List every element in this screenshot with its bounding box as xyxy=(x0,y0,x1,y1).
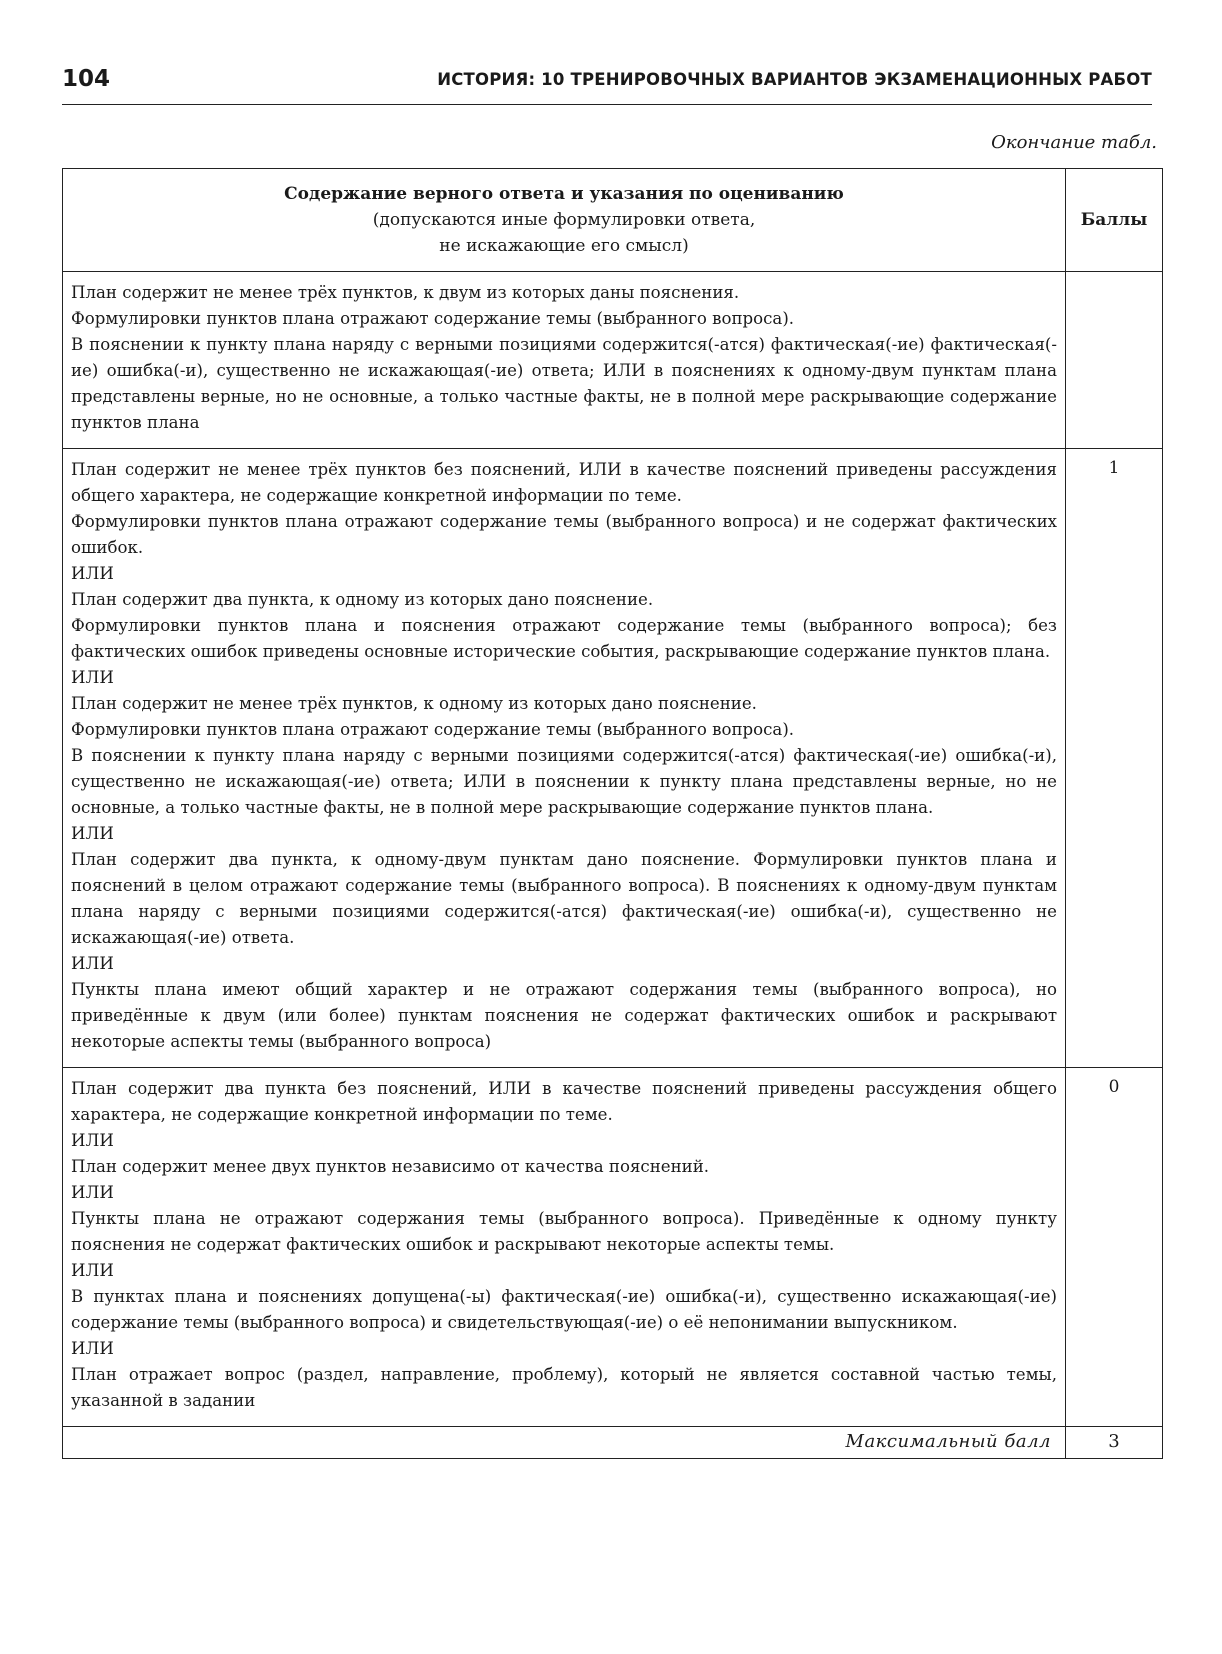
criteria-paragraph: Формулировки пунктов плана отражают содержание темы (выбранного вопроса). xyxy=(71,720,795,739)
criteria-cell xyxy=(63,1068,1066,1427)
criteria-paragraph: ИЛИ xyxy=(71,668,114,687)
criteria-cell xyxy=(63,272,1066,449)
criteria-paragraph: План отражает вопрос (раздел, направление, проблему), который не является составной частью темы, указанной в задании xyxy=(71,1365,1057,1410)
criteria-paragraph: План содержит два пункта, к одному-двум пунктам дано пояснение. Формулировки пунктов плана и пояснений в целом отражают содержание темы (выбранного вопроса). В пояснениях к одному-двум пунктам плана наряду с верными позициями содержится(-атся) фактическая(-ие) ошибка(-и), существенно не искажающая(-ие) ответа. xyxy=(71,850,1057,947)
criteria-paragraph: Пункты плана не отражают содержания темы (выбранного вопроса). Приведённые к одному пункту пояснения не содержат фактических ошибок и раскрывают некоторые аспекты темы. xyxy=(71,1209,1057,1254)
criteria-paragraph: ИЛИ xyxy=(71,824,114,843)
max-score-row xyxy=(63,1427,1163,1459)
criteria-paragraph: ИЛИ xyxy=(71,1183,114,1202)
criteria-paragraph: План содержит не менее трёх пунктов, к одному из которых дано пояснение. xyxy=(71,694,757,713)
criteria-paragraph: План содержит не менее трёх пунктов, к двум из которых даны пояснения. xyxy=(71,283,740,302)
header-points-cell: Баллы xyxy=(1066,169,1163,272)
criteria-paragraph: Формулировки пунктов плана отражают содержание темы (выбранного вопроса). xyxy=(71,309,795,328)
criteria-paragraph: В пояснении к пункту плана наряду с верными позициями содержится(-атся) фактическая(-ие) фактическая(-ие) ошибка(-и), существенно не искажающая(-ие) ответа; ИЛИ в пояснениях к одному-двум пунктам плана представлены верные, но не основные, а только частные факты, не в полной мере раскрывающие содержание пунктов плана xyxy=(71,335,1057,432)
criteria-paragraph: ИЛИ xyxy=(71,1339,114,1358)
table-header-row xyxy=(63,169,1163,272)
running-title: ИСТОРИЯ: 10 ТРЕНИРОВОЧНЫХ ВАРИАНТОВ ЭКЗАМЕНАЦИОННЫХ РАБОТ xyxy=(437,70,1152,89)
points-cell: 1 xyxy=(1066,449,1163,1068)
page-header xyxy=(62,60,1152,105)
criteria-paragraph: ИЛИ xyxy=(71,1131,114,1150)
criteria-paragraph: Формулировки пунктов плана отражают содержание темы (выбранного вопроса) и не содержат фактических ошибок. xyxy=(71,512,1057,557)
criteria-paragraph: ИЛИ xyxy=(71,1261,114,1280)
criteria-paragraph: ИЛИ xyxy=(71,954,114,973)
header-note-line2: не искажающие его смысл) xyxy=(439,236,689,256)
points-cell: 0 xyxy=(1066,1068,1163,1427)
table-row xyxy=(63,272,1163,449)
points-cell xyxy=(1066,272,1163,449)
table-row xyxy=(63,1068,1163,1427)
table-caption: Окончание табл. xyxy=(991,132,1157,153)
header-note-line1: (допускаются иные формулировки ответа, xyxy=(372,210,756,230)
criteria-paragraph: Формулировки пунктов плана и пояснения отражают содержание темы (выбранного вопроса); без фактических ошибок приведены основные исторические события, раскрывающие содержание пунктов плана. xyxy=(71,616,1057,661)
table-body xyxy=(63,272,1163,1427)
table-row xyxy=(63,449,1163,1068)
criteria-cell xyxy=(63,449,1066,1068)
criteria-paragraph: Пункты плана имеют общий характер и не отражают содержания темы (выбранного вопроса), но приведённые к двум (или более) пунктам пояснения не содержат фактических ошибок и раскрывают некоторые аспекты темы (выбранного вопроса) xyxy=(71,980,1057,1051)
page-number: 104 xyxy=(62,66,111,92)
max-score-value: 3 xyxy=(1066,1427,1163,1459)
criteria-paragraph: ИЛИ xyxy=(71,564,114,583)
header-criteria-cell xyxy=(63,169,1066,272)
criteria-paragraph: План содержит два пункта без пояснений, ИЛИ в качестве пояснений приведены рассуждения общего характера, не содержащие конкретной информации по теме. xyxy=(71,1079,1057,1124)
criteria-paragraph: План содержит не менее трёх пунктов без пояснений, ИЛИ в качестве пояснений приведены рассуждения общего характера, не содержащие конкретной информации по теме. xyxy=(71,460,1057,505)
criteria-paragraph: В пунктах плана и пояснениях допущена(-ы) фактическая(-ие) ошибка(-и), существенно искажающая(-ие) содержание темы (выбранного вопроса) и свидетельствующая(-ие) о её непонимании выпускником. xyxy=(71,1287,1057,1332)
header-title: Содержание верного ответа и указания по оцениванию xyxy=(284,184,844,204)
criteria-paragraph: План содержит два пункта, к одному из которых дано пояснение. xyxy=(71,590,654,609)
criteria-paragraph: В пояснении к пункту плана наряду с верными позициями содержится(-атся) фактическая(-ие) ошибка(-и), существенно не искажающая(-ие) ответа; ИЛИ в пояснении к пункту плана представлены верные, но не основные, а только частные факты, не в полной мере раскрывающие содержание пунктов плана. xyxy=(71,746,1057,817)
max-score-label: Максимальный балл xyxy=(63,1427,1066,1459)
grading-table xyxy=(62,168,1163,1459)
criteria-paragraph: План содержит менее двух пунктов независимо от качества пояснений. xyxy=(71,1157,710,1176)
